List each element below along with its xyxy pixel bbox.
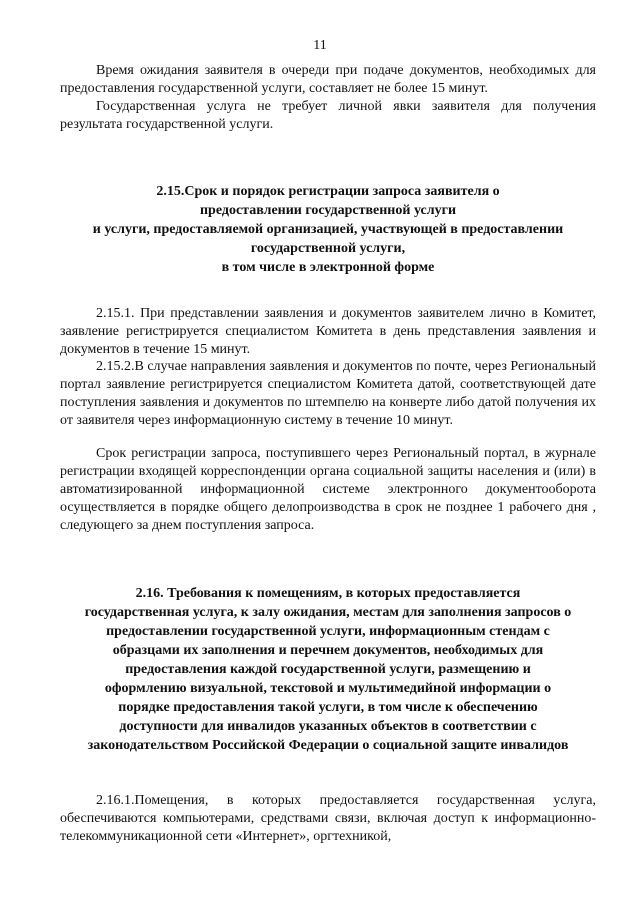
paragraph-2-15-1 [60, 305, 596, 359]
heading-line: предоставлении государственной услуги, информационным стендам с [106, 624, 550, 639]
heading-line: оформлению визуальной, текстовой и мультимедийной информации о [104, 681, 552, 696]
paragraph-text: 2.15.1. При представлении заявления и документов заявителем лично в Комитет, заявление регистрируется специалистом Комитета в день представления заявления и документов в течение 15 минут. [60, 306, 596, 357]
intro-paragraph-1 [60, 62, 596, 98]
paragraph-registration-term [60, 445, 596, 535]
heading-line: государственной услуги, [250, 241, 406, 256]
heading-line: 2.16. Требования к помещениям, в которых предоставляется [135, 586, 521, 601]
heading-line: государственная услуга, к залу ожидания, местам для заполнения запросов о [84, 605, 572, 620]
heading-line: предоставления каждой государственной услуги, размещению и [125, 662, 531, 677]
paragraph-2-16-1 [60, 792, 596, 846]
intro-text-1: Время ожидания заявителя в очереди при подаче документов, необходимых для предоставления государственной услуги, составляет не более 15 минут. [60, 63, 596, 96]
heading-line: 2.15.Срок и порядок регистрации запроса заявителя о [156, 184, 500, 199]
heading-line: порядке предоставления такой услуги, в том числе к обеспечению [118, 700, 538, 715]
heading-line: законодательством Российской Федерации о социальной защите инвалидов [87, 738, 569, 753]
intro-paragraph-2 [60, 98, 596, 134]
heading-line: и услуги, предоставляемой организацией, участвующей в предоставлении [92, 222, 564, 237]
section-2-16-heading [60, 584, 596, 755]
paragraph-text: 2.16.1.Помещения, в которых предоставляется государственная услуга, обеспечиваются компьютерами, средствами связи, включая доступ к информационно-телекоммуникационной сети «Интернет», оргтехникой, [60, 793, 596, 844]
heading-line: предоставлении государственной услуги [199, 203, 457, 218]
section-2-15-heading [60, 182, 596, 277]
heading-line: доступности для инвалидов указанных объектов в соответствии с [119, 719, 537, 734]
paragraph-text: 2.15.2.В случае направления заявления и документов по почте, через Региональный портал заявление регистрируется специалистом Комитета датой, соответствующей дате поступления заявления и документов по штемпелю на конверте либо датой получения их от заявителя через информационную систему в течение 10 минут. [60, 359, 596, 428]
heading-line: образцами их заполнения и перечнем документов, необходимых для [112, 643, 544, 658]
heading-line: в том числе в электронной форме [221, 260, 435, 275]
paragraph-2-15-2 [60, 358, 596, 430]
paragraph-text: Срок регистрации запроса, поступившего через Региональный портал, в журнале регистрации входящей корреспонденции органа социальной защиты населения и (или) в автоматизированной информационной системе электронного документооборота осуществляется в порядке общего делопроизводства в срок не позднее 1 рабочего дня , следующего за днем поступления запроса. [60, 446, 596, 533]
page-number: 11 [313, 38, 327, 53]
intro-text-2: Государственная услуга не требует личной явки заявителя для получения результата государственной услуги. [60, 99, 596, 132]
